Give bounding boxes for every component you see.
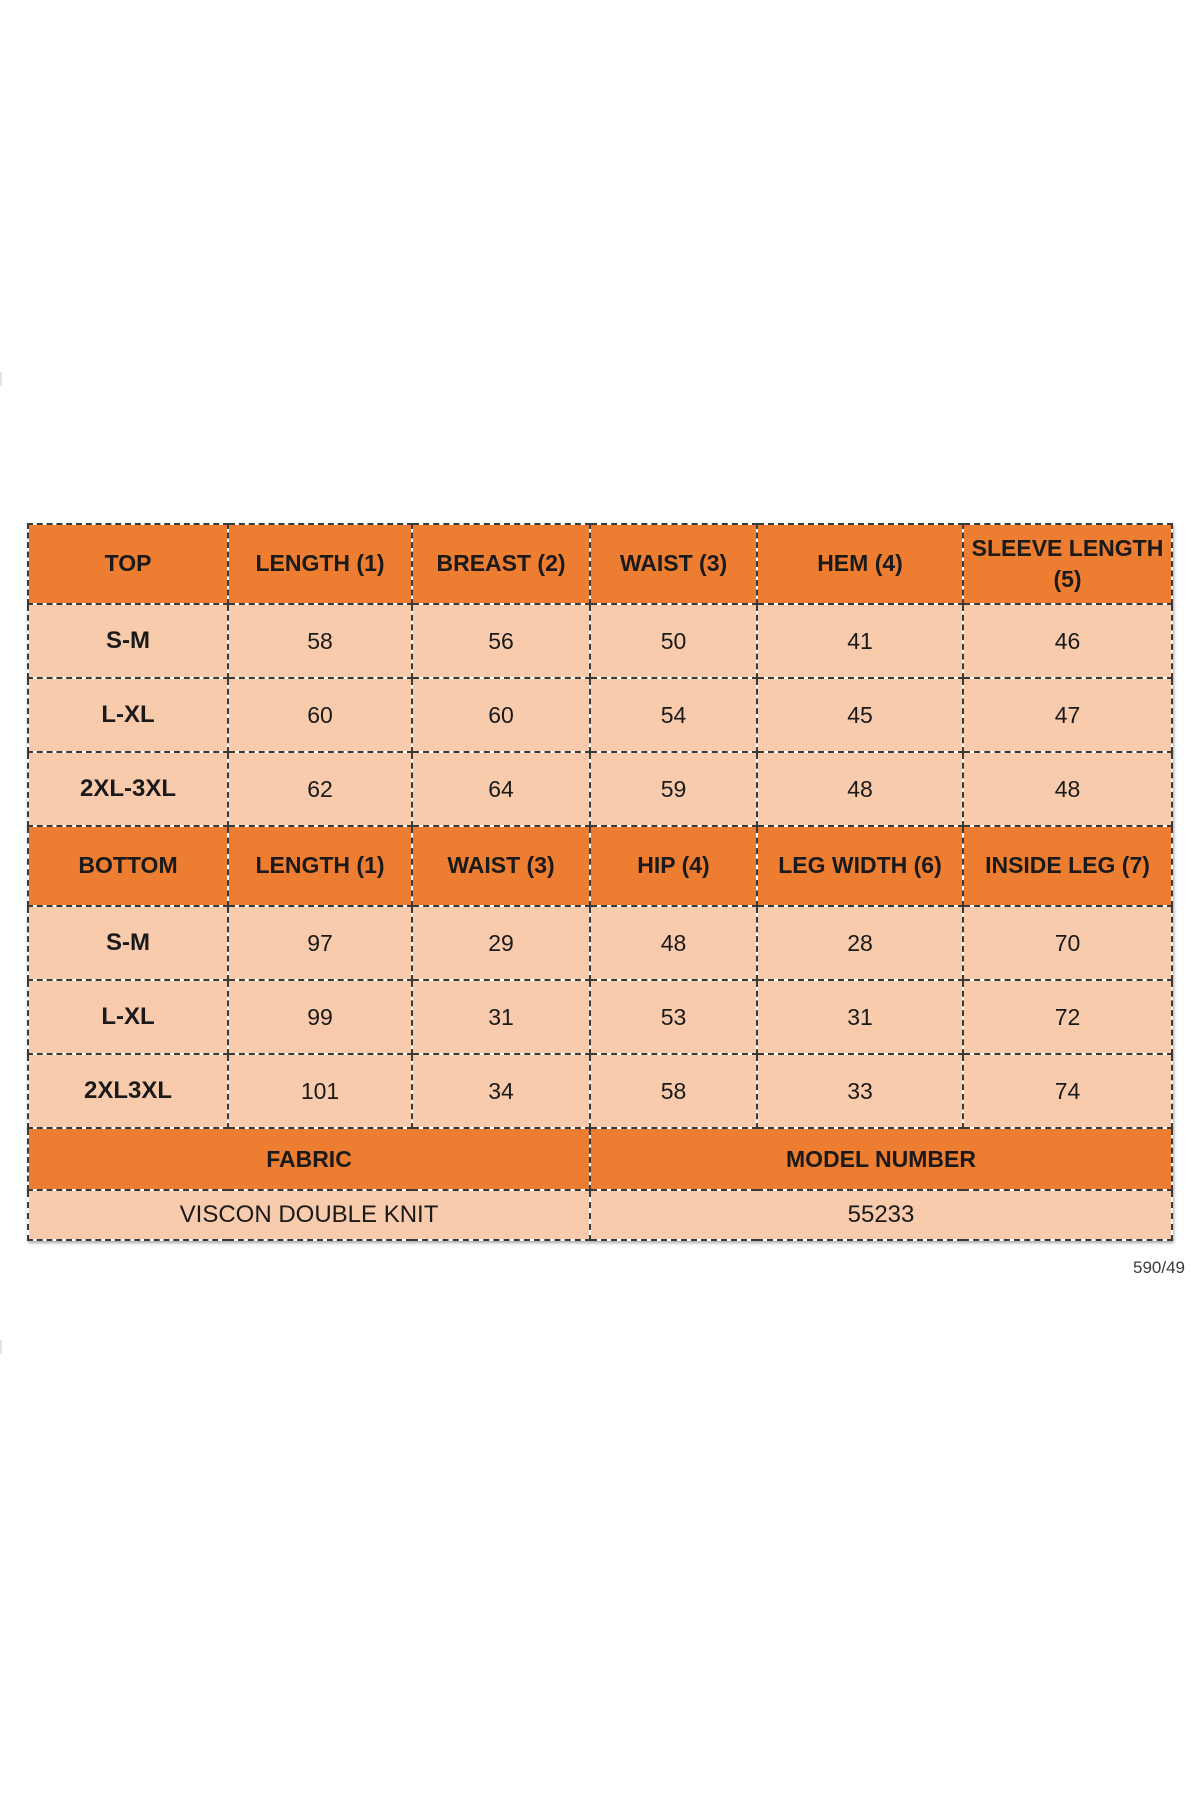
table-cell: 59 [590,752,757,826]
table-cell: 60 [412,678,590,752]
table-row [28,604,1172,678]
model-number-value: 55233 [590,1190,1172,1240]
table-cell: 48 [590,906,757,980]
top-header-sleeve-length: SLEEVE LENGTH (5) [963,524,1172,604]
table-cell: 56 [412,604,590,678]
fabric-value: VISCON DOUBLE KNIT [28,1190,590,1240]
table-cell: 46 [963,604,1172,678]
table-cell: 48 [963,752,1172,826]
table-cell: 64 [412,752,590,826]
table-cell: 62 [228,752,412,826]
table-row [28,980,1172,1054]
size-table [27,523,1173,1241]
table-cell: 29 [412,906,590,980]
table-row [28,752,1172,826]
fabric-model-value-row [28,1190,1172,1240]
fabric-label: FABRIC [28,1128,590,1190]
table-cell: 74 [963,1054,1172,1128]
bottom-header-hip: HIP (4) [590,826,757,906]
table-cell: 99 [228,980,412,1054]
top-header-hem: HEM (4) [757,524,963,604]
edge-mark-top [0,372,2,386]
size-label: L-XL [28,980,228,1054]
size-label: 2XL-3XL [28,752,228,826]
table-cell: 60 [228,678,412,752]
table-cell: 50 [590,604,757,678]
table-cell: 72 [963,980,1172,1054]
size-label: S-M [28,604,228,678]
table-cell: 58 [590,1054,757,1128]
size-chart [27,523,1171,1241]
top-header-length: LENGTH (1) [228,524,412,604]
table-cell: 58 [228,604,412,678]
table-cell: 97 [228,906,412,980]
table-cell: 53 [590,980,757,1054]
table-cell: 101 [228,1054,412,1128]
model-number-label: MODEL NUMBER [590,1128,1172,1190]
size-label: L-XL [28,678,228,752]
bottom-header-length: LENGTH (1) [228,826,412,906]
top-header-row [28,524,1172,604]
table-cell: 33 [757,1054,963,1128]
table-cell: 45 [757,678,963,752]
table-cell: 47 [963,678,1172,752]
top-header-category: TOP [28,524,228,604]
code-reference: 590/49 [1133,1258,1185,1277]
table-row [28,906,1172,980]
edge-mark-bottom [0,1340,2,1354]
top-header-waist: WAIST (3) [590,524,757,604]
table-row [28,678,1172,752]
size-label: 2XL3XL [28,1054,228,1128]
table-row [28,1054,1172,1128]
table-cell: 31 [412,980,590,1054]
table-cell: 28 [757,906,963,980]
fabric-model-header-row [28,1128,1172,1190]
top-header-breast: BREAST (2) [412,524,590,604]
size-label: S-M [28,906,228,980]
table-cell: 41 [757,604,963,678]
bottom-header-category: BOTTOM [28,826,228,906]
bottom-header-row [28,826,1172,906]
bottom-header-inside-leg: INSIDE LEG (7) [963,826,1172,906]
table-cell: 70 [963,906,1172,980]
table-cell: 34 [412,1054,590,1128]
table-cell: 48 [757,752,963,826]
bottom-header-leg-width: LEG WIDTH (6) [757,826,963,906]
table-cell: 54 [590,678,757,752]
bottom-header-waist: WAIST (3) [412,826,590,906]
table-cell: 31 [757,980,963,1054]
